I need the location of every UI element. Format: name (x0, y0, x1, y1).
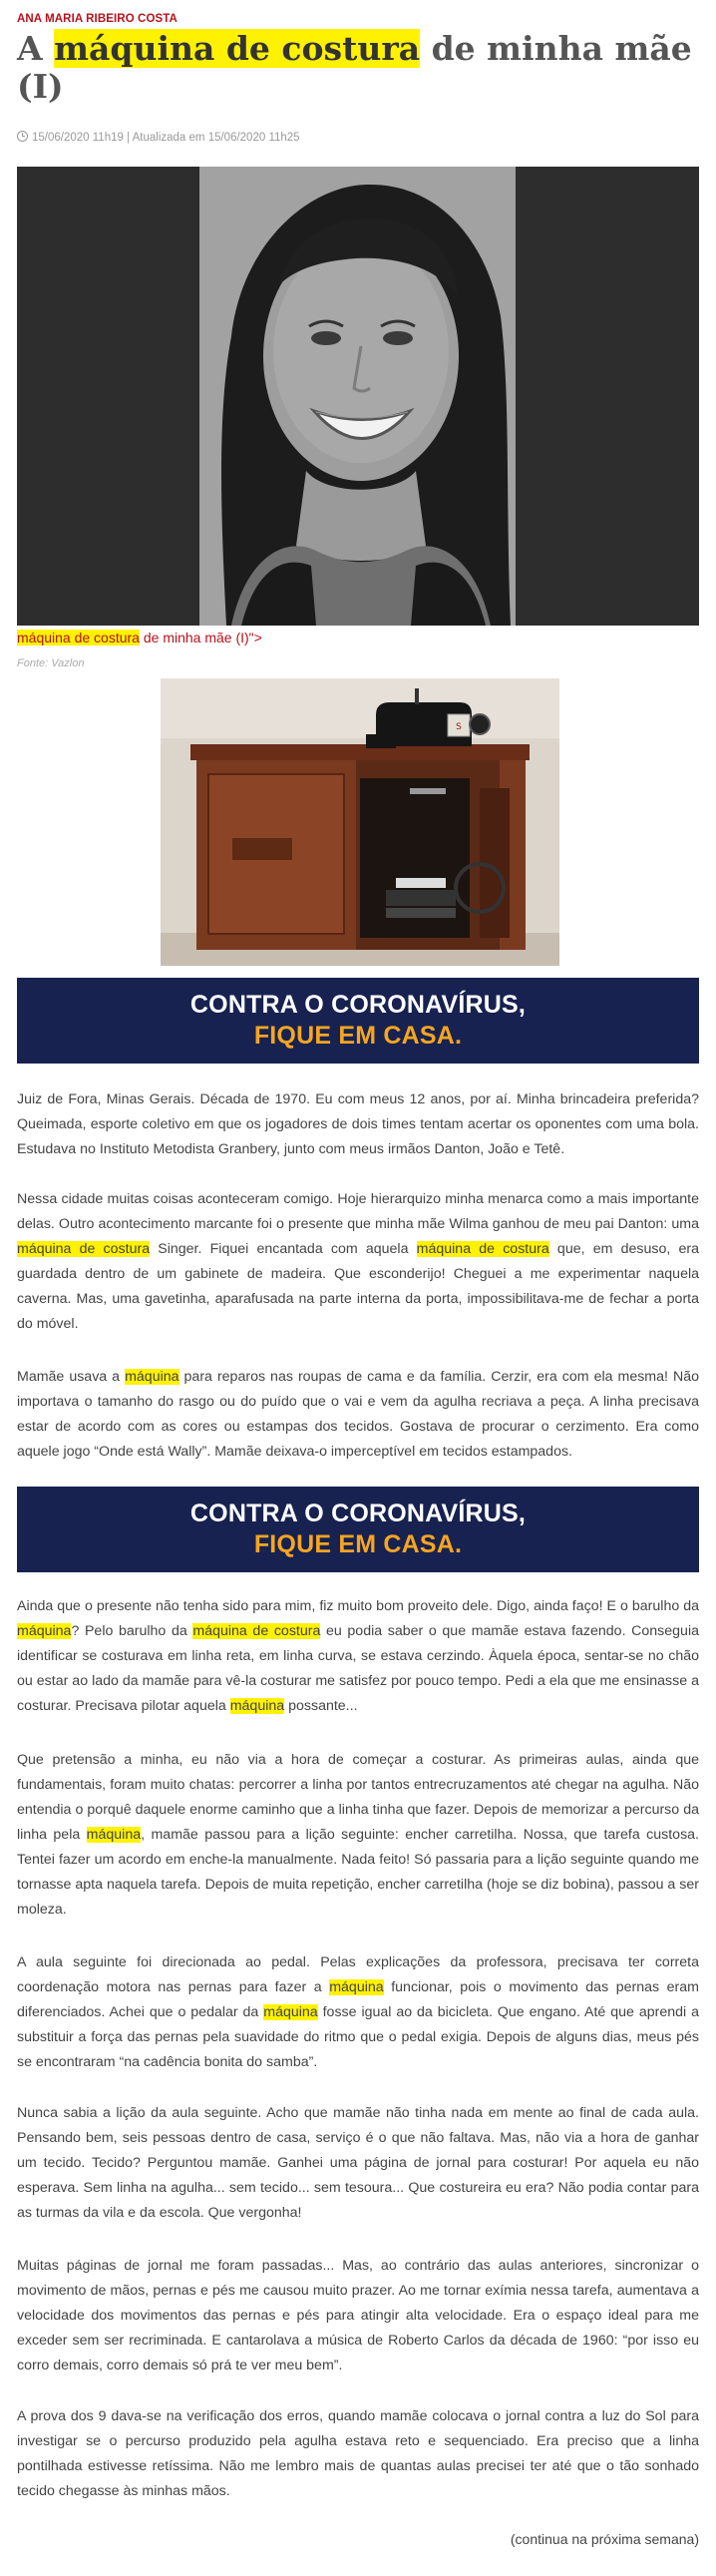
p3-text-a: Mamãe usava a (17, 1369, 126, 1385)
title-post: de minha mãe (I) (17, 29, 692, 106)
p3-highlight-1: máquina (125, 1369, 179, 1385)
p2-text-a: Nessa cidade muitas coisas aconteceram comigo. Hoje hierarquizo minha menarca como a mais importante delas. Outro acontecimento marcante foi o presente que minha mãe Wilma ganhou de meu pai Danton: uma (17, 1191, 699, 1232)
p4-text-b: ? Pelo barulho da (71, 1623, 193, 1639)
paragraph-1: Juiz de Fora, Minas Gerais. Década de 1970. Eu com meus 12 anos, por aí. Minha brincadeira preferida? Queimada, esporte coletivo em que os jogadores de dois times tentam acertar os oponentes com uma bola. Estudava no Instituto Metodista Granbery, junto com meus irmãos Danton, João e Tetê. (17, 1091, 699, 1157)
paragraph-3 (17, 1365, 699, 1465)
banner2-line-2: FIQUE EM CASA. (253, 1530, 463, 1558)
sewing-machine-image (161, 678, 559, 966)
paragraph-4 (17, 1594, 699, 1719)
p3-text-b: para reparos nas roupas de cama e da família. Cerzir, era com ela mesma! Não importava o tamanho do rasgo ou do puído que o vai e vem da agulha recriava a peça. A linha precisava estar de acordo com as cores ou estampas dos tecidos. Gostava de procurar o cerzimento. Era como aquele jogo “Onde está Wally”. Mamãe deixava-o imperceptível em tecidos estampados. (17, 1369, 699, 1460)
p4-highlight-1: máquina (17, 1623, 72, 1639)
p4-text-d: possante... (284, 1698, 358, 1714)
svg-text:S: S (456, 722, 462, 732)
coronavirus-banner[interactable] (17, 978, 699, 1064)
banner-line-2: FIQUE EM CASA. (253, 1022, 463, 1050)
p2-text-b: Singer. Fiquei encantada com aquela (150, 1241, 417, 1257)
p2-text-c: que, em desuso, era guardada dentro de um gabinete de madeira. Que esconderijo! Cheguei a me experimentar naquela caverna. Mas, uma gavetinha, aparafusada na parte interna da porta, impossibilitava-me de fechar a porta do móvel. (17, 1241, 699, 1332)
banner2-line-1: CONTRA O CORONAVÍRUS, (189, 1500, 527, 1527)
paragraph-6 (17, 1950, 699, 2075)
p4-highlight-3: máquina (229, 1698, 285, 1714)
p2-highlight-1: máquina de costura (17, 1241, 151, 1257)
p6-text-c: fosse igual ao da bicicleta. Que engano. Até que aprendi a substituir a força das pernas pela suavidade do ritmo que o pedal exigia. Depois de alguns dias, meus pés se encontraram “na cadência bonita do samba”. (17, 2004, 699, 2070)
author-name[interactable]: ANA MARIA RIBEIRO COSTA (17, 13, 178, 25)
title-pre: A (17, 29, 55, 68)
p4-text-c: eu podia saber o que mamãe estava fazendo. Conseguia identificar se costurava em linha reta, em linha curva, se estava cerzindo. Àquela época, sentar-se no chão ou estar ao lado da mamãe para vê-la costurar me satisfez por pouco tempo. Pedi a ela que me ensinasse a costurar. Precisava pilotar aquela (17, 1623, 699, 1714)
banner-line-1: CONTRA O CORONAVÍRUS, (189, 991, 527, 1019)
caption-rest: de minha mãe (I)"> (139, 630, 262, 645)
author-photo (17, 167, 699, 626)
p2-highlight-2: máquina de costura (416, 1241, 549, 1257)
p6-text-b: funcionar, pois o movimento das pernas eram diferenciados. Achei que o pedalar da (17, 1979, 699, 2020)
title-highlight: máquina de costura (54, 29, 421, 68)
meta-date: 15/06/2020 11h19 | Atualizada em 15/06/2020 11h25 (32, 132, 300, 144)
p6-highlight-2: máquina (263, 2004, 318, 2020)
author-portrait-image (17, 167, 699, 626)
continuation-note: (continua na próxima semana) (510, 2531, 699, 2547)
paragraph-7: Nunca sabia a lição da aula seguinte. Acho que mamãe não tinha nada em mente ao final de cada aula. Pensando bem, seis pessoas dentro de casa, serviço é o que não faltava. Mas, não via a hora de ganhar um tecido. Tecido? Perguntou mamãe. Ganhei uma página de jornal para costurar! Por aquela eu não esperava. Sem linha na agulha... sem tecido... sem tesoura... Que costureira eu era? Não podia contar para as turmas da vila e da escola. Que vergonha! (17, 2105, 699, 2221)
article-title (17, 30, 699, 106)
paragraph-2 (17, 1187, 699, 1337)
p6-highlight-1: máquina (329, 1979, 384, 1995)
p5-text-b: , mamãe passou para a lição seguinte: encher carretilha. Nossa, que tarefa custosa. Tentei fazer um acordo em enche-la manualmente. Nada feito! Só passaria para a lição seguinte quando me tornasse apta naquela tarefa. Depois de muita repetição, encher carretilha (hoje se diz bobina), passou a ser moleza. (17, 1827, 699, 1918)
paragraph-9: A prova dos 9 dava-se na verificação dos erros, quando mamãe colocava o jornal contra a luz do Sol para investigar se o percurso produzido pela agulha estava reto e sequenciado. Era preciso que a linha pontilhada estivesse retíssima. Não me lembro mais de quantas aulas precisei ter até que o tão sonhado tecido chegasse às minhas mãos. (17, 2408, 699, 2499)
paragraph-8: Muitas páginas de jornal me foram passadas... Mas, ao contrário das aulas anteriores, sincronizar o movimento de mãos, pernas e pés me causou muito prazer. Ao me tornar exímia nessa tarefa, aumentava a velocidade dos movimentos das pernas e pés para atingir alta velocidade. Era o espaço ideal para me exceder sem ser recriminada. E cantarolava a música de Roberto Carlos da década de 1960: “por isso eu corro demais, corro demais só prá te ver meu bem”. (17, 2258, 699, 2373)
paragraph-5 (17, 1748, 699, 1923)
p4-text-a: Ainda que o presente não tenha sido para mim, fiz muito bom proveito dele. Digo, ainda faço! E o barulho da (17, 1598, 699, 1614)
clock-icon (17, 131, 28, 142)
p5-text-a: Que pretensão a minha, eu não via a hora de começar a costurar. As primeiras aulas, ainda que fundamentais, foram muito chatas: percorrer a linha por tantos entrecruzamentos até chegar na agulha. Não entendia o porquê daquele enorme caminho que a linha tinha que fazer. Depois de memorizar a percurso da linha pela (17, 1752, 699, 1843)
p6-text-a: A aula seguinte foi direcionada ao pedal. Pelas explicações da professora, precisava ter correta coordenação motora nas pernas para fazer a (17, 1954, 699, 1995)
photo-caption (17, 630, 262, 645)
p4-highlight-2: máquina de costura (192, 1623, 321, 1639)
p5-highlight-1: máquina (86, 1827, 142, 1843)
sewing-machine-photo (161, 678, 559, 966)
article-meta (17, 131, 300, 144)
coronavirus-banner-2[interactable] (17, 1487, 699, 1572)
photo-source: Fonte: Vazlon (17, 657, 85, 669)
caption-highlight: máquina de costura (17, 630, 140, 645)
